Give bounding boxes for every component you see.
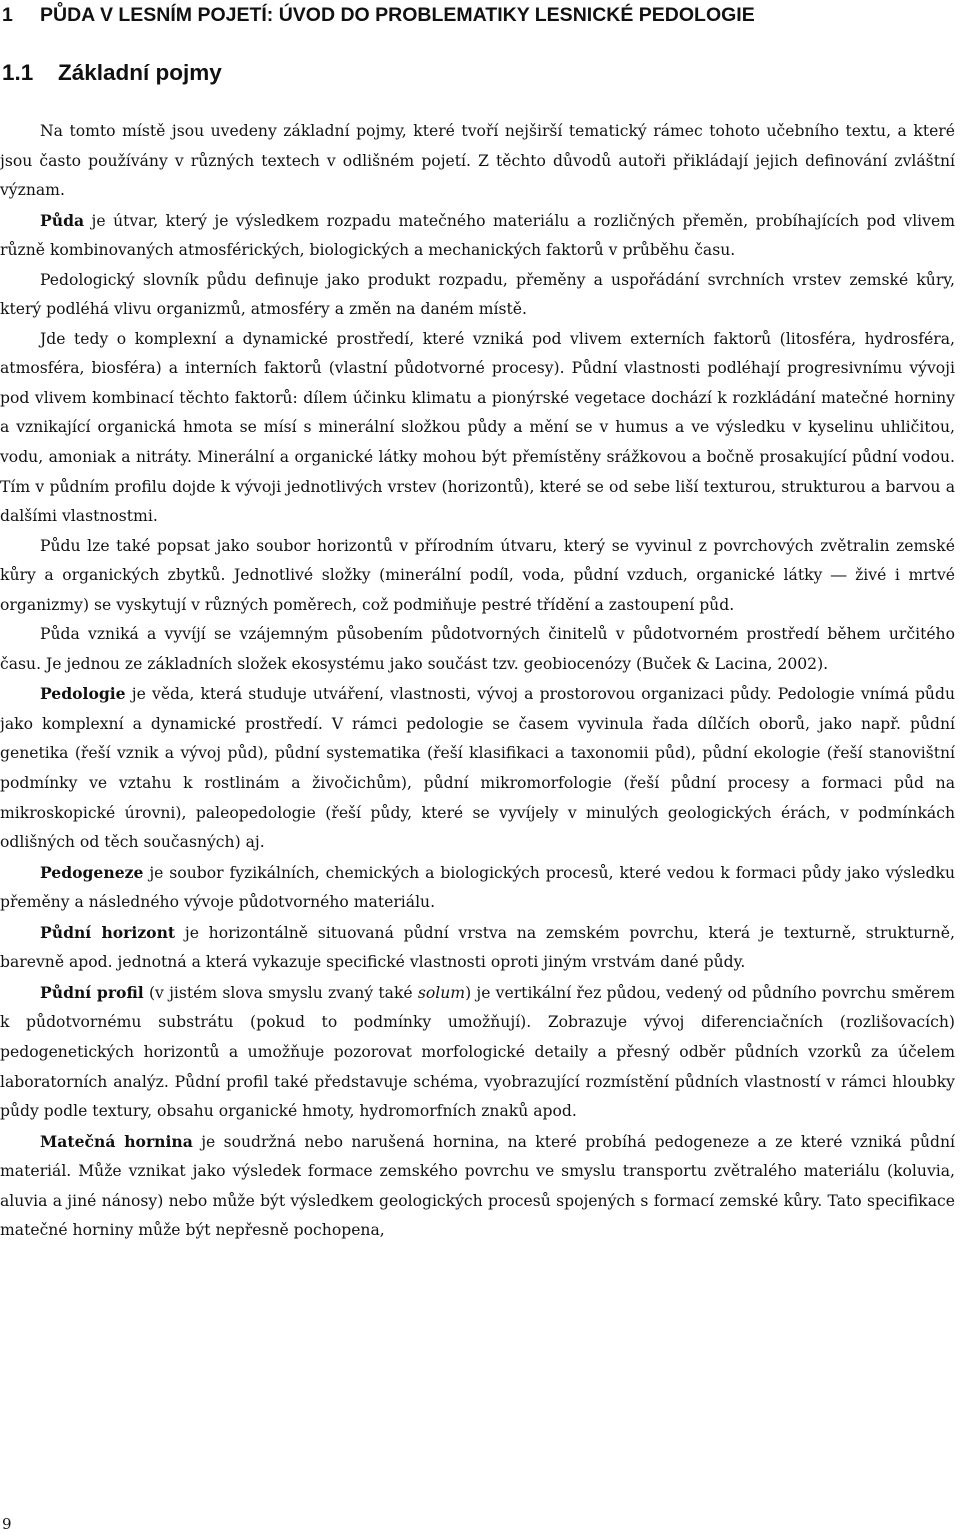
term-matecna-hornina: Matečná hornina: [40, 1131, 193, 1151]
term-pedogeneze: Pedogeneze: [40, 862, 144, 882]
intro-paragraph: Na tomto místě jsou uvedeny základní pojmy, které tvoří nejširší tematický rámec tohoto učebního textu, a které jsou často používány v různých textech v odlišném pojetí. Z těchto důvodů autoři přikládají jejich definování zvláštní význam.: [0, 122, 955, 200]
soubor-paragraph: Půdu lze také popsat jako soubor horizontů v přírodním útvaru, který se vyvinul z povrchových zvětralin zemské kůry a organických zbytků. Jednotlivé složky (minerální podíl, voda, půdní vzduch, organické látky ― živé i mrtvé organizmy) se vyskytují v různých poměrech, což podmiňuje pestré třídění a zastoupení půd.: [0, 536, 955, 614]
horizont-definition: je horizontálně situovaná půdní vrstva na zemském povrchu, která je texturně, strukturně, barevně apod. jednotná a která vykazuje specifické vlastnosti oproti jiným vrstvám dané půdy.: [0, 923, 955, 972]
term-pudni-profil: Půdní profil: [40, 982, 144, 1002]
profil-definition-start: (v jistém slova smyslu zvaný také: [143, 983, 418, 1002]
chapter-title: PŮDA V LESNÍM POJETÍ: ÚVOD DO PROBLEMATIKY LESNICKÉ PEDOLOGIE: [40, 4, 755, 26]
profil-paragraph: [0, 978, 955, 1127]
term-pedologie: Pedologie: [40, 684, 126, 704]
komplexni-paragraph: Jde tedy o komplexní a dynamické prostředí, které vzniká pod vlivem externích faktorů (litosféra, hydrosféra, atmosféra, biosféra) a interních faktorů (vlastní půdotvorné procesy). Půdní vlastnosti podléhají progresivnímu vývoji pod vlivem kombinací těchto faktorů: dílem účinku klimatu a pionýrské vegetace dochází k rozkládání matečné horniny a vznikající organická hmota se mísí s minerální složkou půdy a mění se v humus a ve výsledku v kyselinu uhličitou, vodu, amoniak a nitráty. Minerální a organické látky mohou být přemístěny srážkovou a bočně prosakující půdní vodou. Tím v půdním profilu dojde k vývoji jednotlivých vrstev (horizontů), které se od sebe liší texturou, strukturou a barvou a dalšími vlastnostmi.: [0, 329, 955, 526]
hornina-definition: je soudržná nebo narušená hornina, na které probíhá pedogeneze a ze které vzniká půdní materiál. Může vznikat jako výsledek formace zemského povrchu ve smyslu transportu zvětralého materiálu (koluvia, aluvia a jiné nánosy) nebo může být výsledkem geologických procesů spojených s formací zemské kůry. Tato specifikace matečné horniny může být nepřesně pochopena,: [0, 1132, 955, 1240]
term-solum: solum: [417, 983, 466, 1002]
section-title: Základní pojmy: [58, 60, 222, 85]
puda-paragraph: [0, 206, 955, 266]
page-number: 9: [2, 1515, 12, 1533]
chapter-heading: [2, 3, 952, 27]
pedogeneze-definition: je soubor fyzikálních, chemických a biologických procesů, které vedou k formaci půdy jako výsledku přeměny a následného vývoje půdotvorného materiálu.: [0, 863, 955, 912]
slovnik-paragraph: Pedologický slovník půdu definuje jako produkt rozpadu, přeměny a uspořádání svrchních vrstev zemské kůry, který podléhá vlivu organizmů, atmosféry a změn na daném místě.: [0, 270, 955, 319]
pedologie-definition: je věda, která studuje utváření, vlastnosti, vývoj a prostorovou organizaci půdy. Pedologie vnímá půdu jako komplexní a dynamické prostředí. V rámci pedologie se časem vyvinula řada dílčích oborů, jako např. půdní genetika (řeší vznik a vývoj půd), půdní systematika (řeší klasifikaci a taxonomii půd), půdní ekologie (řeší stanovištní podmínky ve vztahu k rostlinám a živočichům), půdní mikromorfologie (řeší půdní procesy a formaci půd na mikroskopické úrovni), paleopedologie (řeší půdy, které se vyvíjely v minulých geologických érách, v podmínkách odlišných od těch současných) aj.: [0, 685, 955, 852]
puda-definition: je útvar, který je výsledkem rozpadu matečného materiálu a rozličných přeměn, probíhajících pod vlivem různě kombinovaných atmosférických, biologických a mechanických faktorů v průběhu času.: [0, 211, 955, 260]
term-puda: Půda: [40, 210, 85, 230]
vznika-paragraph: Půda vzniká a vyvíjí se vzájemným působením půdotvorných činitelů v půdotvorném prostředí během určitého času. Je jednou ze základních složek ekosystému jako součást tzv. geobiocenózy (Buček & Lacina, 2002).: [0, 625, 955, 673]
chapter-number: 1: [2, 4, 13, 26]
pedogeneze-paragraph: [0, 858, 955, 918]
section-number: 1.1: [2, 60, 34, 85]
document-body: [0, 117, 955, 1246]
profil-definition-end: ) je vertikální řez půdou, vedený od půdního povrchu směrem k půdotvornému substrátu (pokud to podmínky umožňují). Zobrazuje vývoj diferenciačních (rozlišovacích) pedogenetických horizontů a umožňuje pozorovat morfologické detaily a přesný odběr půdních vzorků za účelem laboratorních analýz. Půdní profil také představuje schéma, vyobrazující rozmístění půdních vlastností v rámci hloubky půdy podle textury, obsahu organické hmoty, hydromorfních znaků apod.: [0, 983, 955, 1121]
horizont-paragraph: [0, 918, 955, 978]
pedologie-paragraph: [0, 679, 955, 857]
section-heading: [2, 58, 222, 88]
hornina-paragraph: [0, 1127, 955, 1246]
term-pudni-horizont: Půdní horizont: [40, 922, 176, 942]
